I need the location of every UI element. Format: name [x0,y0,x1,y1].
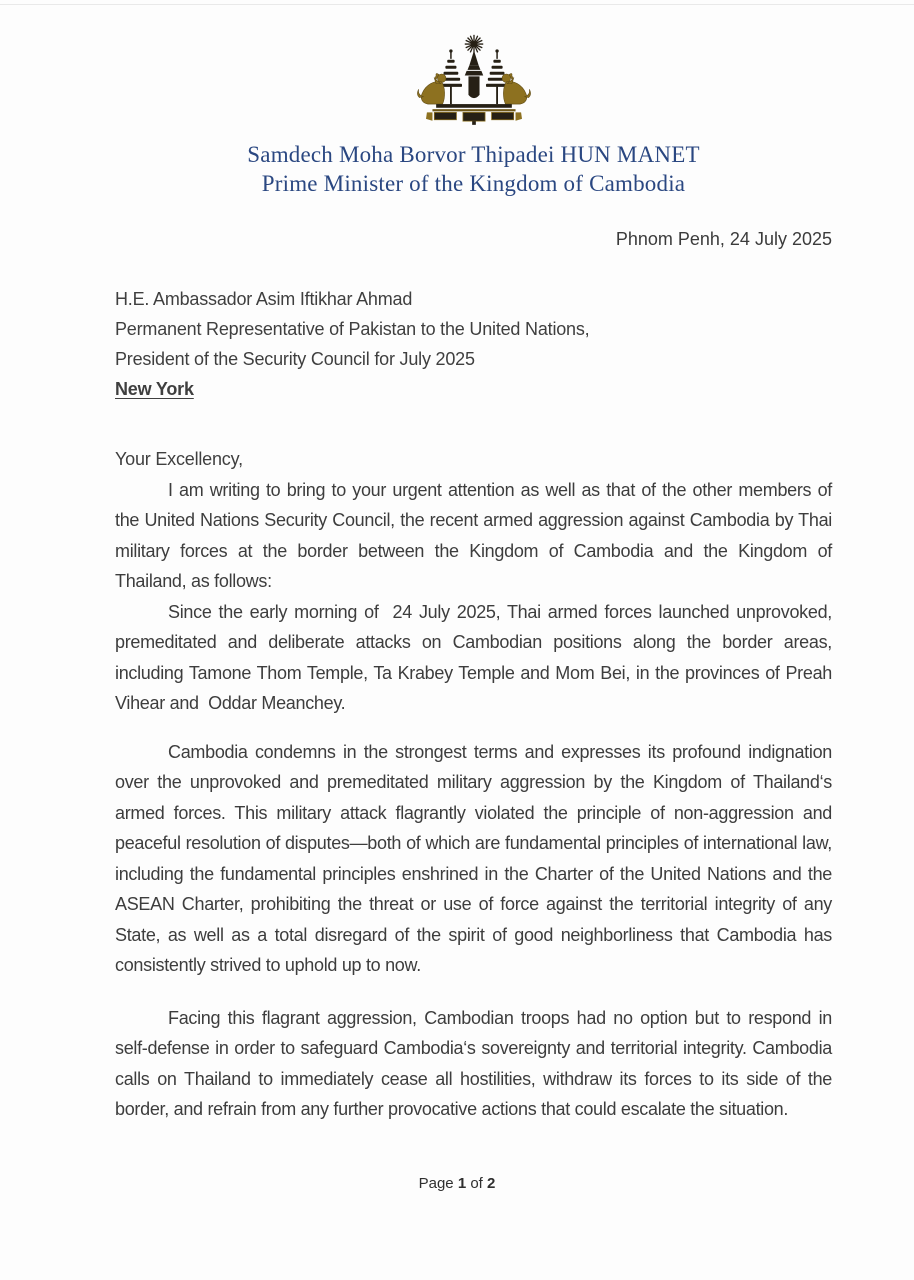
footer-total-pages: 2 [487,1175,496,1192]
letterhead-title-role: Prime Minister of the Kingdom of Cambodia [261,171,686,196]
recipient-role-2: President of the Security Council for July 2025 [115,349,475,369]
dateline: Phnom Penh, 24 July 2025 [615,229,832,249]
footer-page-number: 1 [457,1175,467,1192]
body-paragraph-1: I am writing to bring to your urgent attention as well as that of the other members of the United Nations Security Council, the recent armed aggression against Cambodia by Thai military forces at the border between the Kingdom of Cambodia and the Kingdom of Thailand, as follows: [115,479,837,591]
letterhead-title-name: Samdech Moha Borvor Thipadei HUN MANET [247,142,700,167]
letterhead [115,140,832,198]
body-paragraph-3: Cambodia condemns in the strongest terms and expresses its profound indignation over the unprovoked and premeditated military aggression by the Kingdom of Thailand‘s armed forces. This military attack flagrantly violated the principle of non-aggression and peaceful resolution of disputes—both of which are fundamental principles of international law, including the fundamental principles enshrined in the Charter of the United Nations and the ASEAN Charter, prohibiting the threat or use of force against the territorial integrity of any State, as well as a total disregard of the spirit of good neighborliness that Cambodia has consistently strived to uphold up to now. [115,741,837,975]
recipient-role-1: Permanent Representative of Pakistan to the United Nations, [115,319,590,339]
body-paragraph-4: Facing this flagrant aggression, Cambodian troops had no option but to respond in self-defense in order to safeguard Cambodia‘s sovereignty and territorial integrity. Cambodia calls on Thailand to immediately cease all hostilities, withdraw its forces to its side of the border, and refrain from any further provocative actions that could escalate the situation. [115,1007,837,1119]
recipient-block [115,284,832,404]
royal-arms-emblem [414,28,534,134]
page-footer [0,1175,914,1192]
recipient-name: H.E. Ambassador Asim Iftikhar Ahmad [115,289,413,309]
recipient-city: New York [115,379,194,399]
salutation: Your Excellency, [115,449,243,469]
royal-arms-of-cambodia-icon [414,28,534,134]
footer-page-label: Page [418,1175,454,1192]
footer-of-word: of [470,1175,483,1192]
body-paragraph-2: Since the early morning of 24 July 2025, Thai armed forces launched unprovoked, premeditated and deliberate attacks on Cambodian positions along the border areas, including Tamone Thom Temple, Ta Krabey Temple and Mom Bei, in the provinces of Preah Vihear and Oddar Meanchey. [115,601,837,713]
